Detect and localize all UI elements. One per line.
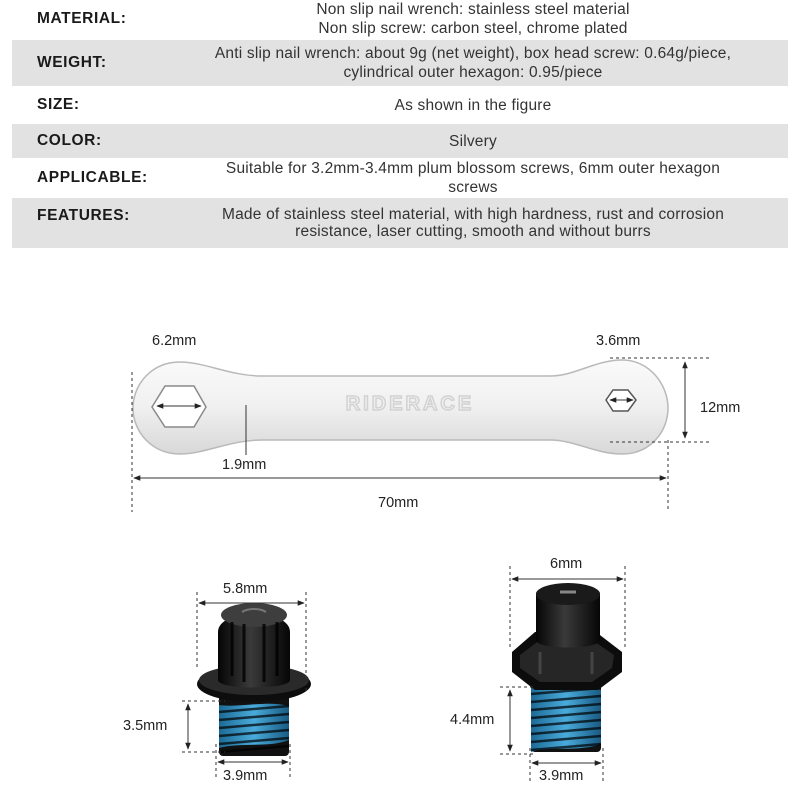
spec-value-line: Non slip nail wrench: stainless steel material [316, 1, 630, 18]
spec-value-line: Suitable for 3.2mm-3.4mm plum blossom screws, 6mm outer hexagon [225, 160, 721, 177]
dim-height: 12mm [700, 400, 741, 416]
dim-hex-right: 3.6mm [596, 333, 641, 349]
dim-hex-left: 6.2mm [152, 333, 197, 349]
spec-value-line: Non slip screw: carbon steel, chrome plated [318, 20, 628, 37]
spec-value-line: Anti slip nail wrench: about 9g (net weight), box head screw: 0.64g/piece, [214, 45, 732, 62]
spec-label: APPLICABLE: [37, 169, 148, 186]
dim-left-thread-dia: 3.9mm [223, 768, 268, 784]
spec-label: SIZE: [37, 96, 80, 113]
wrench [133, 360, 668, 454]
spec-value-line: screws [448, 179, 498, 196]
spec-label: WEIGHT: [37, 54, 107, 71]
spec-value-line: Silvery [449, 132, 497, 150]
spec-value-line: Made of stainless steel material, with high hardness, rust and corrosion [221, 206, 725, 223]
spec-value-line: resistance, laser cutting, smooth and without burrs [295, 223, 651, 240]
wrench-brand: RIDERACE [345, 393, 475, 415]
dim-right-thread-len: 4.4mm [450, 712, 495, 728]
dim-length: 70mm [378, 495, 419, 511]
dim-right-thread-dia: 3.9mm [539, 768, 584, 784]
dim-right-head: 6mm [550, 556, 583, 572]
screw-torx [197, 603, 311, 756]
spec-label: MATERIAL: [37, 10, 127, 27]
spec-value-line: cylindrical outer hexagon: 0.95/piece [343, 64, 603, 81]
spec-label: COLOR: [37, 132, 102, 149]
spec-label: FEATURES: [37, 207, 130, 224]
dim-left-thread-len: 3.5mm [123, 718, 168, 734]
screw-hex [512, 583, 622, 752]
spec-value-line: As shown in the figure [394, 96, 552, 114]
dim-left-head: 5.8mm [223, 581, 268, 597]
dim-waist: 1.9mm [222, 457, 267, 473]
